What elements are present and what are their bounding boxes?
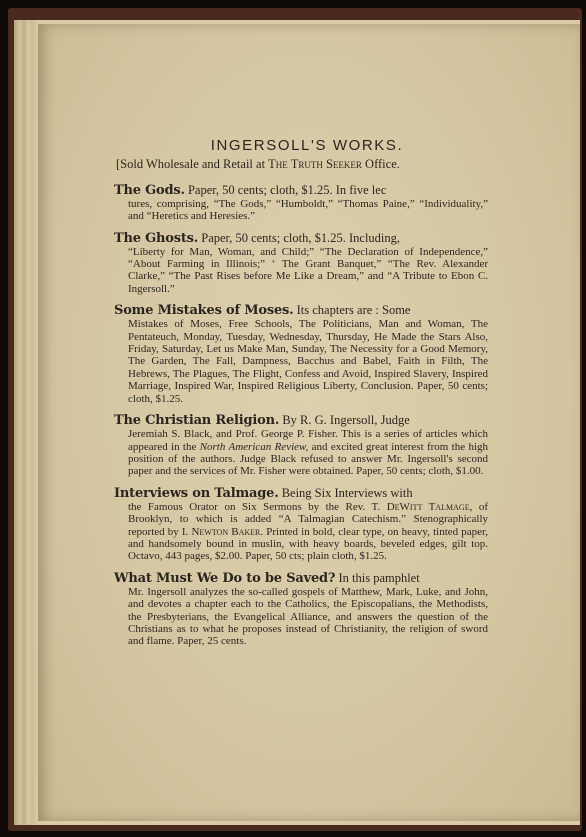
- subtitle: [114, 158, 488, 170]
- entry-title: Interviews on Talmage.: [114, 485, 279, 501]
- advertisement-text: [114, 137, 489, 656]
- entry-description: Mistakes of Moses, Free Schools, The Politicians, Man and Woman, The Pentateuch, Monday, Tuesday, Wednesday, Thursday, He Made the Stars Also, Friday, Saturday, Let us Make Man, Sunday, The Necessity for a Good Memory, The Garden, The Fall, Dampness, Bacchus and Babel, Faith in Filth, The Hebrews, The Plagues, The Flight, Confess and Avoid, Inspired Slavery, Inspired Marriage, Inspired War, Inspired Religious Liberty, Conclusion. Paper, 50 cents; cloth, $1.25.: [128, 318, 488, 405]
- entry-price: By R. G. Ingersoll, Judge: [279, 413, 410, 428]
- entry-heading: [114, 413, 488, 428]
- entry-description-start: Jeremiah S. Black, and Prof. George P. Fisher. This is a series of articles which appeared in the: [128, 428, 488, 453]
- subtitle-prefix: [Sold Wholesale and Retail at: [116, 157, 269, 172]
- entry-christian-religion: [114, 413, 488, 478]
- entry-title: The Christian Religion.: [114, 413, 280, 429]
- entry-mistakes-of-moses: [114, 303, 488, 405]
- entry-heading: [114, 571, 488, 586]
- entry-interviews-on-talmage: [114, 486, 488, 563]
- subtitle-suffix: Office.: [361, 157, 400, 172]
- entry-the-ghosts: [114, 231, 488, 296]
- entry-price: In this pamphlet: [335, 570, 420, 585]
- entry-description-end: and excited great interest from the high position of the authors. Judge Black refused to answer Mr. Ingersoll's second paper and the services of Mr. Fisher were obtained. Paper, 50 cents; cloth, $1.00.: [128, 440, 489, 478]
- entry-title: Some Mistakes of Moses.: [114, 303, 294, 319]
- entry-description-start: the Famous Orator on Six Sermons by the Rev. T.: [128, 500, 387, 513]
- entry-what-must-we-do: [114, 571, 488, 648]
- entry-description-middle: , of Brooklyn, to which is added “A Talmagian Catechism.” Stenographically reported by I.: [128, 500, 488, 538]
- periodical-name: North American Review,: [199, 440, 309, 453]
- entry-description-end: . Printed in bold, clear type, on heavy, tinted paper, and handsomely bound in muslin, with heavy boards, beveled edges, gilt top. Octavo, 443 pages, $2.00. Paper, 50 cts; plain cloth, $1.25.: [128, 525, 489, 563]
- entry-description: “Liberty for Man, Woman, and Child;” “The Declaration of Independence,” “About Farming in Illinois;” ‘ The Grant Banquet,” “The Rev. Alexander Clarke,” “The Past Rises before Me Like a Dream,” and “A Tribute to Ebon C. Ingersoll.”: [128, 245, 488, 295]
- page-title: INGERSOLL'S WORKS.: [210, 137, 404, 154]
- entry-description: [114, 428, 488, 478]
- person-name: DeWitt Talmage: [386, 500, 470, 513]
- entry-title: The Gods.: [114, 182, 185, 198]
- entry-price: Paper, 50 cents; cloth, $1.25. Including,: [198, 230, 401, 245]
- entry-description: [114, 501, 488, 563]
- entry-description: tures, comprising, “The Gods,” “Humboldt,” “Thomas Paine,” “Individuality,” and “Heretics and Heresies.”: [128, 197, 488, 223]
- entry-price: Paper, 50 cents; cloth, $1.25. In five lec: [184, 182, 387, 197]
- entry-the-gods: [114, 183, 488, 223]
- entry-heading: [114, 303, 488, 318]
- subtitle-office-name: The Truth Seeker: [268, 157, 362, 172]
- entry-heading: [114, 231, 488, 246]
- entry-price: Its chapters are : Some: [293, 303, 411, 318]
- entry-title: The Ghosts.: [114, 230, 199, 246]
- entry-description: Mr. Ingersoll analyzes the so-called gospels of Matthew, Mark, Luke, and John, and devotes a chapter each to the Catholics, the Episcopalians, the Methodists, the Presbyterians, the Evangelical Alliance, and answers the question of the Christians as to what he proposes instead of Christianity, the religion of sword and flame. Paper, 25 cents.: [128, 585, 488, 648]
- entry-heading: [114, 486, 488, 501]
- entry-heading: [114, 183, 488, 198]
- entry-price: Being Six Interviews with: [278, 485, 413, 500]
- person-name: Newton Baker: [191, 525, 261, 538]
- entry-title: What Must We Do to be Saved?: [114, 570, 336, 586]
